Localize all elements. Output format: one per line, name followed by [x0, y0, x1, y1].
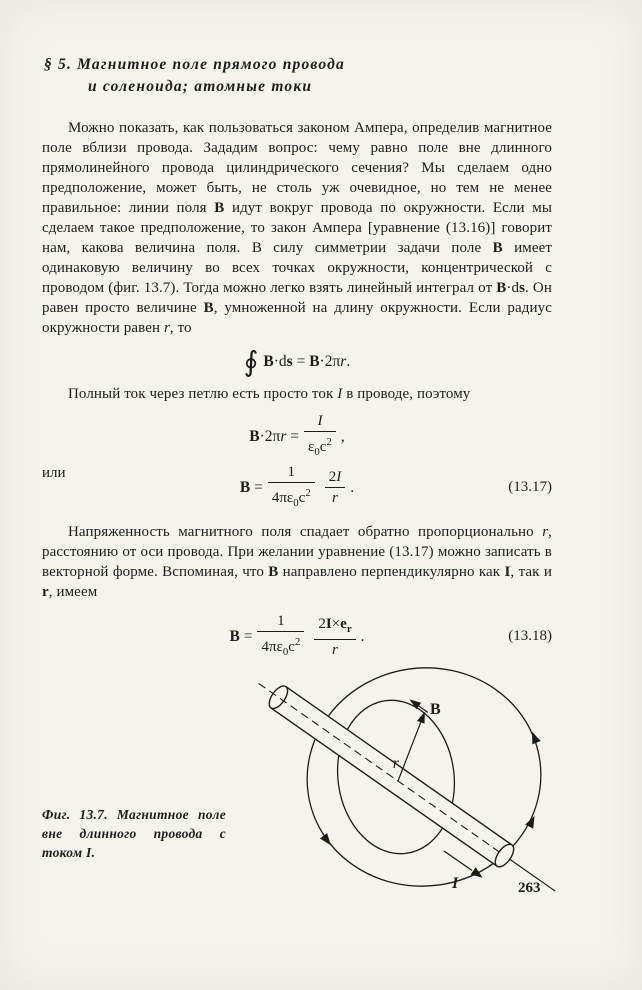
current-label: I [452, 875, 459, 892]
paragraph-ampere-law: Можно показать, как пользоваться законом Ампера, определив магнитное поле вблизи провода. Зададим вопрос: чему равно поле вне длинного прямолинейного провода цилиндрического сечения? Мы сделаем одно предположение, может быть, не столь уж очевидное, но тем не менее правильное: линии поля B идут вокруг провода по окружности. Если мы сделаем такое предположение, то закон Ампера [уравнение (13.16)] говорит нам, какова величина поля. В силу симметрии задачи поле B имеет одинаковую величину во всех точках окружности, концентрической с проводом (фиг. 13.7). Тогда можно легко взять линейный интеграл от B·ds. Он равен просто величине B, умноженной на длину окружности. Если радиус окружности равен r, то [42, 120, 552, 336]
radius-label: r [392, 755, 399, 772]
fraction-numerator: I [317, 413, 323, 429]
equation-tail: . [350, 478, 355, 496]
figure-13-7 [42, 663, 552, 907]
section-heading [44, 54, 552, 98]
fraction-numerator: 1 [287, 464, 296, 480]
fraction-numerator: 1 [277, 613, 285, 629]
fraction-denominator: r [314, 639, 355, 659]
b-field-label: B [430, 701, 441, 718]
equation-13-17 [42, 463, 552, 512]
field-direction-arrow [528, 730, 541, 744]
current-arrow-line [444, 851, 472, 871]
figure-caption: Фиг. 13.7. Магнитное поле вне длинного провода с током I. [42, 807, 226, 860]
fraction-numerator: 2I [328, 469, 342, 485]
section-heading-line1: § 5. Магнитное поле прямого провода [44, 56, 345, 73]
fraction [325, 468, 346, 507]
figure-drawing [246, 655, 568, 897]
equation-lhs: B·2πr = [249, 427, 300, 445]
equation-line-integral [42, 347, 552, 377]
equation-lhs: B = [229, 627, 253, 645]
section-heading-line2: и соленоида; атомные токи [88, 78, 313, 95]
equation-number: (13.18) [508, 628, 552, 644]
paragraph-field-strength: Напряженность магнитного поля спадает обратно пропорционально r, расстоянию от оси провода. При желании уравнение (13.17) можно записать в векторной форме. Вспоминая, что B направлено перпендикулярно как I, так и r, имеем [42, 524, 552, 600]
outer-field-line [293, 655, 555, 897]
fraction-denominator: $4\pi\varepsilon_0c^2$ [257, 631, 304, 661]
fraction [304, 412, 336, 461]
wire [251, 673, 562, 897]
current-arrowhead [471, 867, 486, 881]
fraction [268, 463, 315, 512]
page-number: 263 [518, 880, 541, 896]
equation-13-18 [42, 612, 552, 661]
equation-tail: , [340, 427, 345, 445]
equation-body: B·ds = B·2πr. [263, 353, 351, 370]
equation-tail: . [360, 627, 365, 645]
contour-integral-sign: ∮ [243, 345, 259, 378]
radius-line [398, 719, 422, 781]
equation-b-2pir [42, 412, 552, 461]
fraction [257, 612, 304, 661]
equation-number: (13.17) [508, 479, 552, 495]
fraction-denominator: $\varepsilon_0c^2$ [304, 431, 336, 461]
or-connector: или [42, 465, 66, 481]
fraction-numerator: $2I\times e_r$ [318, 615, 352, 635]
fraction-denominator: $4\pi\varepsilon_0c^2$ [268, 482, 315, 512]
paragraph-total-current: Полный ток через петлю есть просто ток I в проводе, поэтому [68, 386, 471, 402]
b-vector-arrowhead [407, 696, 421, 709]
equation-lhs: B = [239, 478, 263, 496]
fraction-denominator: r [325, 487, 346, 507]
wire-axis-dashed [259, 683, 500, 852]
fraction [314, 615, 355, 659]
